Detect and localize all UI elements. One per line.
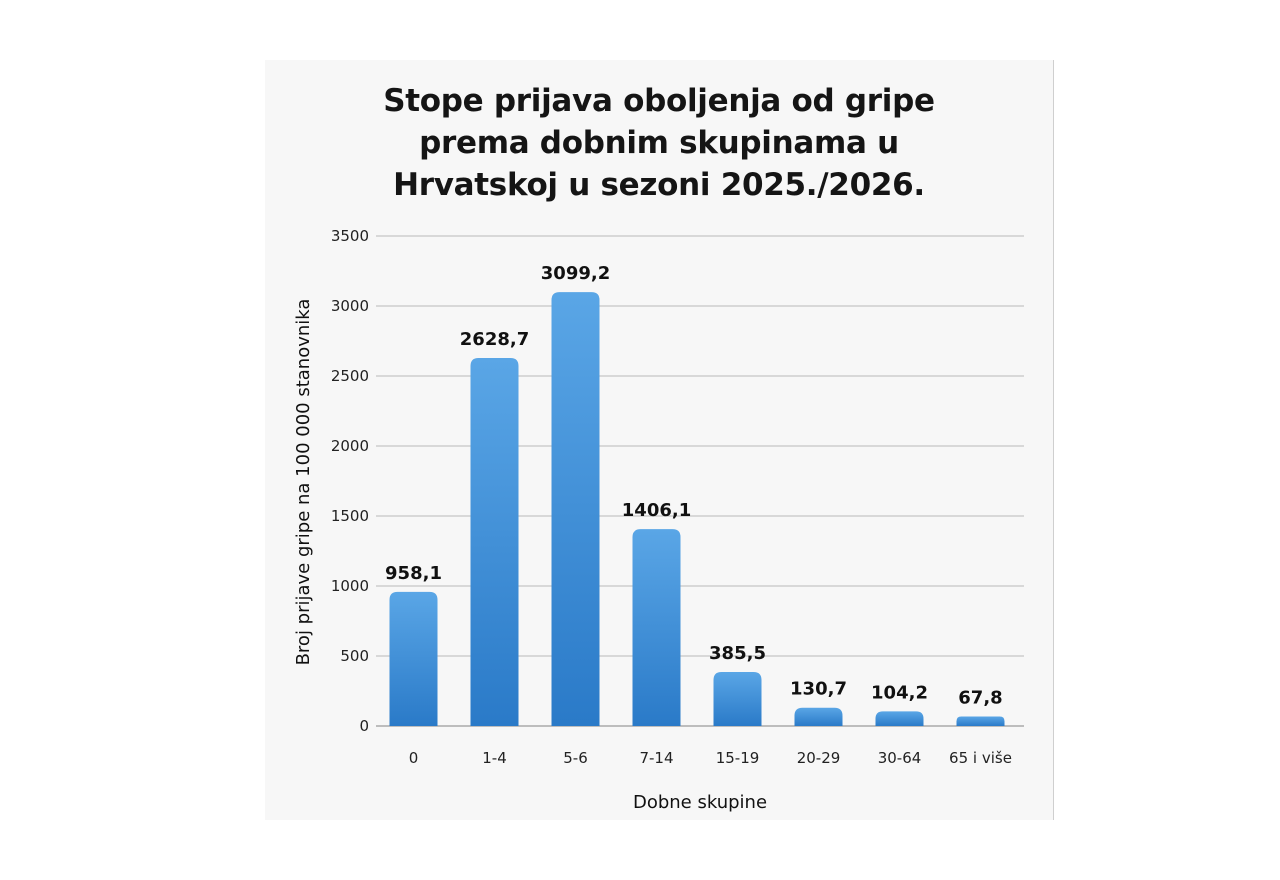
- y-tick-label: 1500: [330, 507, 369, 525]
- x-tick-label: 65 i više: [949, 749, 1012, 767]
- y-tick-label: 1000: [330, 577, 369, 595]
- bar-65-i-više: [957, 717, 1005, 726]
- bar-7-14: [633, 529, 681, 726]
- x-tick-label: 30-64: [877, 749, 922, 767]
- bar-20-29: [795, 708, 843, 726]
- bar-15-19: [714, 672, 762, 726]
- x-axis-ticks: [409, 749, 1012, 767]
- data-label: 1406,1: [621, 500, 692, 522]
- data-label: 104,2: [871, 682, 928, 704]
- bar-30-64: [876, 711, 924, 726]
- y-tick-label: 3000: [330, 297, 369, 315]
- x-tick-label: 1-4: [482, 749, 507, 767]
- data-label: 2628,7: [459, 328, 530, 350]
- data-label: 67,8: [958, 687, 1003, 709]
- y-tick-label: 2500: [330, 367, 369, 385]
- x-tick-label: 5-6: [563, 749, 588, 767]
- y-axis-ticks: [331, 227, 369, 735]
- x-tick-label: 20-29: [796, 749, 841, 767]
- x-tick-label: 0: [408, 749, 419, 767]
- data-label: 385,5: [709, 643, 766, 665]
- data-label: 958,1: [385, 562, 442, 584]
- y-tick-label: 3500: [330, 227, 369, 245]
- bar-5-6: [552, 292, 600, 726]
- chart-title-line-2: prema dobnim skupinama u: [419, 125, 899, 161]
- y-axis-title: Broj prijave gripe na 100 000 stanovnika: [293, 298, 314, 666]
- x-tick-label: 7-14: [639, 749, 674, 767]
- bar-1-4: [471, 358, 519, 726]
- x-tick-label: 15-19: [715, 749, 760, 767]
- y-tick-label: 500: [340, 647, 369, 665]
- bars: [390, 292, 1005, 726]
- x-axis-title: Dobne skupine: [632, 792, 768, 813]
- chart-title-line-3: Hrvatskoj u sezoni 2025./2026.: [393, 167, 925, 203]
- y-tick-label: 2000: [330, 437, 369, 455]
- bar-0: [390, 592, 438, 726]
- chart-title-line-1: Stope prijava oboljenja od gripe: [383, 83, 935, 119]
- data-label: 130,7: [790, 678, 847, 700]
- y-tick-label: 0: [359, 717, 369, 735]
- data-label: 3099,2: [540, 263, 611, 285]
